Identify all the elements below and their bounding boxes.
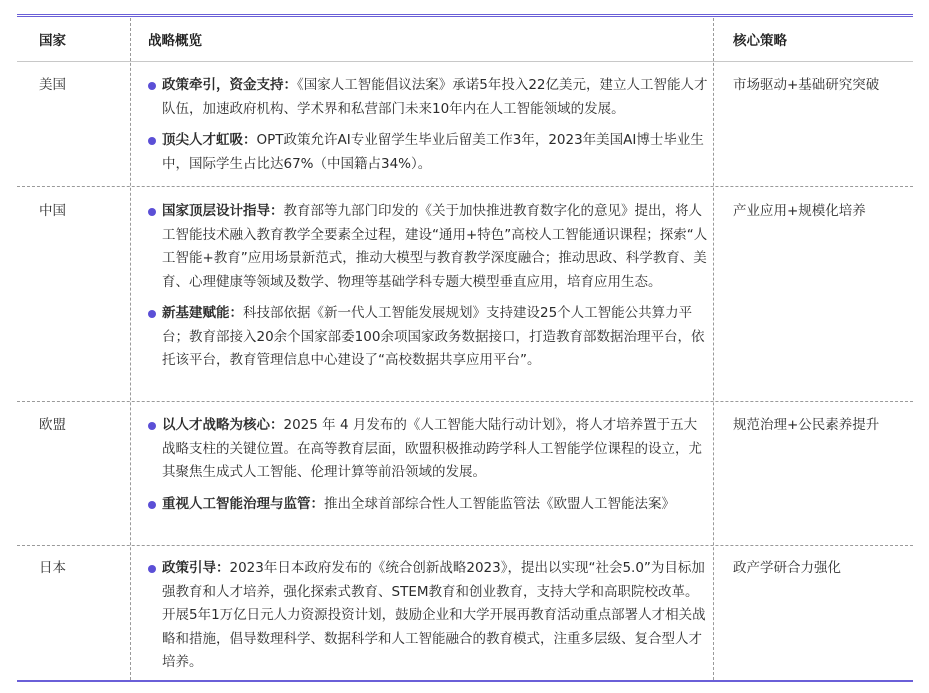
item-text: OPT政策允许AI专业留学生毕业后留美工作3年，2023年美国AI博士毕业生中，国际学生占比达67%（中国籍占34%）。: [162, 132, 704, 172]
bullet-icon: [148, 501, 156, 509]
bullet-icon: [148, 310, 156, 318]
item-text: 教育部等九部门印发的《关于加快推进教育数字化的意见》提出，将人工智能技术融入教育教学全要素全过程，建设“通用+特色”高校人工智能通识课程；探索“人工智能+教育”应用场景新范式，推动大模型与教育教学深度融合；推动思政、科学教育、美育、心理健康等领域及数学、物理等基础学科专题大模型垂直应用，培育应用生态。: [162, 203, 708, 290]
item-title: 新基建赋能：: [162, 305, 243, 321]
country-cell: 中国: [39, 203, 66, 219]
item-text: 科技部依据《新一代人工智能发展规划》支持建设25个人工智能公共算力平台；教育部接入20余个国家部委100余项国家政务数据接口，打造教育部数据治理平台，依托该平台，教育管理信息中心建设了“高校数据共享应用平台”。: [162, 305, 705, 368]
country-cell: 美国: [39, 77, 66, 93]
item-title: 顶尖人才虹吸：: [162, 132, 257, 148]
item-text: 2023年日本政府发布的《统合创新战略2023》，提出以实现“社会5.0”为目标加强教育和人才培养，强化探索式教育、STEM教育和创业教育，支持大学和高职院校改革。开展5年1万亿日元人力资源投资计划，鼓励企业和大学开展再教育活动重点部署人才相关战略和措施，倡导数理科学、数据科学和人工智能融合的教育模式，注重多层级、复合型人才培养。: [162, 560, 706, 670]
list-item: [148, 200, 708, 294]
item-text: 《国家人工智能倡议法案》承诺5年投入22亿美元，建立人工智能人才队伍，加速政府机构、学术界和私营部门未来10年内在人工智能领域的发展。: [162, 77, 708, 117]
bullet-icon: [148, 82, 156, 90]
core-strategy-cell: 政产学研合力强化: [733, 560, 841, 576]
list-item: [148, 302, 708, 373]
core-strategy-cell: 规范治理+公民素养提升: [733, 417, 880, 433]
overview-cell: [148, 74, 708, 184]
table-top-rule: [17, 14, 913, 17]
list-item: [148, 414, 708, 485]
core-strategy-cell: 市场驱动+基础研究突破: [733, 77, 880, 93]
item-title: 重视人工智能治理与监管：: [162, 495, 324, 512]
bullet-icon: [148, 565, 156, 573]
overview-cell: [148, 557, 708, 683]
row-divider: [17, 186, 913, 187]
overview-cell: [148, 200, 708, 381]
item-title: 政策引导：: [162, 560, 230, 576]
bullet-icon: [148, 208, 156, 216]
header-core-strategy: 核心策略: [733, 33, 787, 49]
item-title: 以人才战略为核心：: [162, 417, 284, 433]
header-overview: 战略概览: [148, 33, 202, 49]
core-strategy-cell: 产业应用+规模化培养: [733, 203, 866, 219]
column-divider: [130, 18, 131, 680]
bullet-icon: [148, 422, 156, 430]
column-divider: [713, 18, 714, 680]
item-title: 国家顶层设计指导：: [162, 203, 284, 219]
item-text: 2025 年 4 月发布的《人工智能大陆行动计划》，将人才培养置于五大战略支柱的关键位置。在高等教育层面，欧盟积极推动跨学科人工智能学位课程的设立，尤其聚焦生成式人工智能、伦理计算等前沿领域的发展。: [162, 417, 702, 480]
list-item: [148, 129, 708, 176]
row-divider: [17, 401, 913, 402]
country-cell: 日本: [39, 560, 66, 576]
item-text: 推出全球首部综合性人工智能监管法《欧盟人工智能法案》: [324, 495, 675, 512]
list-item: [148, 493, 708, 517]
item-title: 政策牵引，资金支持：: [162, 77, 297, 93]
list-item: [148, 74, 708, 121]
bullet-icon: [148, 137, 156, 145]
header-country: 国家: [39, 33, 66, 49]
header-divider: [17, 61, 913, 62]
list-item: [148, 557, 708, 675]
overview-cell: [148, 414, 708, 524]
row-divider: [17, 545, 913, 546]
country-cell: 欧盟: [39, 417, 66, 433]
